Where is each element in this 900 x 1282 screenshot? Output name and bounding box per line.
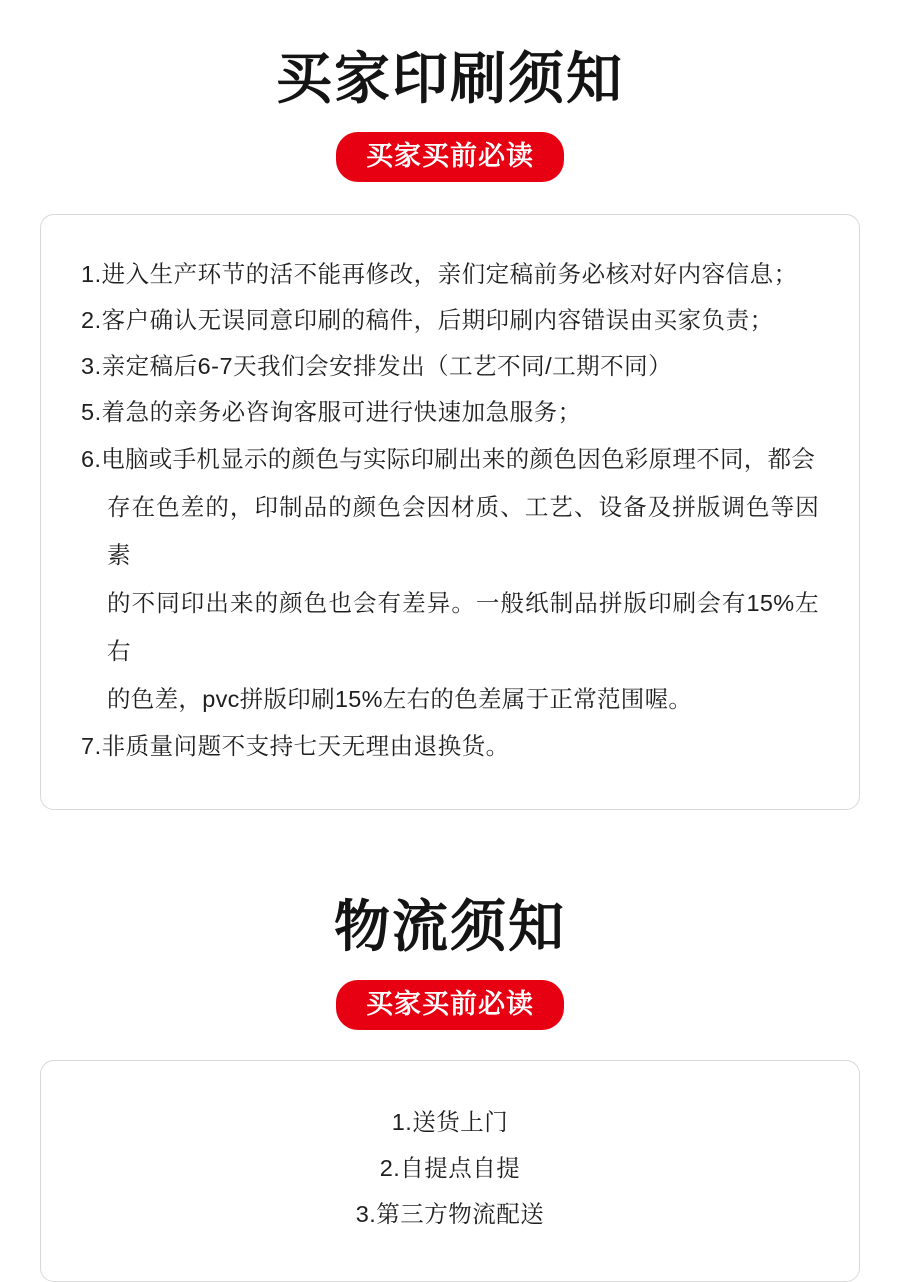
printing-notice-card	[40, 214, 860, 810]
notice-line: 2.客户确认无误同意印刷的稿件，后期印刷内容错误由买家负责；	[81, 306, 774, 333]
must-read-badge: 买家买前必读	[336, 132, 564, 182]
logistics-line: 1.送货上门	[391, 1108, 509, 1135]
notice-line: 5.着急的亲务必咨询客服可进行快速加急服务；	[81, 398, 582, 425]
logistics-notice-card	[40, 1060, 860, 1282]
paragraph-line: 的不同印出来的颜色也会有差异。一般纸制品拼版印刷会有15%左右	[107, 589, 819, 664]
badge-row-printing	[0, 132, 900, 182]
badge-row-logistics	[0, 980, 900, 1030]
page-title: 买家印刷须知	[276, 47, 624, 110]
notice-line: 3.亲定稿后6-7天我们会安排发出（工艺不同/工期不同）	[81, 352, 673, 379]
section-title-logistics: 物流须知	[334, 894, 566, 958]
paragraph-line: 的色差，pvc拼版印刷15%左右的色差属于正常范围喔。	[107, 685, 693, 712]
logistics-notice-section	[0, 810, 900, 1282]
paragraph-line: 存在色差的，印制品的颜色会因材质、工艺、设备及拼版调色等因素	[107, 493, 819, 568]
notice-line: 7.非质量问题不支持七天无理由退换货。	[81, 732, 510, 759]
paragraph-line: 6.电脑或手机显示的颜色与实际印刷出来的颜色因色彩原理不同，都会	[81, 445, 816, 472]
logistics-line: 3.第三方物流配送	[355, 1200, 545, 1227]
must-read-badge: 买家买前必读	[336, 980, 564, 1030]
color-difference-paragraph	[81, 435, 819, 723]
logistics-line: 2.自提点自提	[379, 1154, 521, 1181]
notice-line: 1.进入生产环节的活不能再修改，亲们定稿前务必核对好内容信息；	[81, 260, 798, 287]
